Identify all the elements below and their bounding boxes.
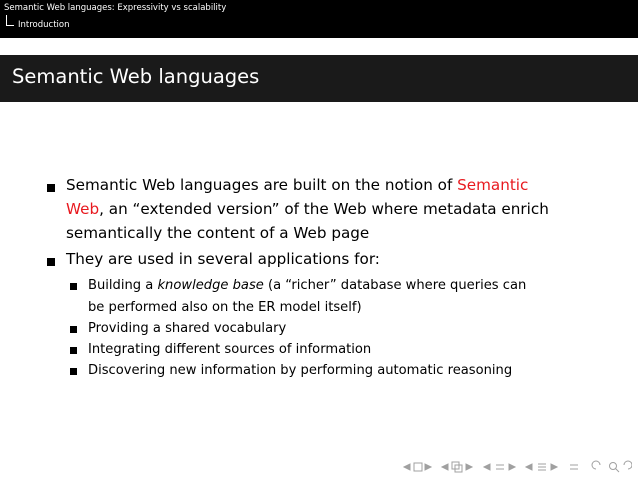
- nav-back-icon[interactable]: [592, 461, 600, 469]
- headline-bar: [0, 0, 638, 38]
- nav-section-back-icon[interactable]: [484, 464, 490, 470]
- headline-section[interactable]: Semantic Web languages: Expressivity vs scalability: [4, 3, 227, 13]
- subitem-vocabulary: Providing a shared vocabulary: [88, 321, 287, 336]
- nav-section-icon[interactable]: [496, 465, 504, 469]
- nav-presentation-back-icon[interactable]: [526, 464, 532, 470]
- nav-presentation-forward-icon[interactable]: [551, 464, 557, 470]
- semantic-web-highlight-cont: Web: [66, 200, 100, 218]
- frame-title-bar: [0, 55, 638, 102]
- bullet-1-text-cont: , an “extended version” of the Web where metadata enrich: [99, 200, 549, 218]
- subitem-kb-text-cont: (a “richer” database where queries can: [263, 278, 527, 293]
- bullet-1-line-2: [66, 198, 549, 221]
- nav-section-forward-icon[interactable]: [509, 464, 515, 470]
- nav-subsection-forward-icon[interactable]: [466, 464, 472, 470]
- nav-search-icon[interactable]: [610, 463, 620, 473]
- knowledge-base-emphasis: knowledge base: [157, 278, 264, 293]
- nav-presentation-icon[interactable]: [538, 464, 546, 470]
- sub-bullet-square-icon: [70, 283, 77, 290]
- bullet-1-text: Semantic Web languages are built on the notion of: [66, 176, 458, 194]
- subitem-discovering: Discovering new information by performing automatic reasoning: [88, 363, 513, 378]
- bullet-2-text: They are used in several applications for:: [66, 250, 380, 268]
- subitem-knowledge-base: [88, 276, 526, 296]
- bullet-1-line-1: [66, 174, 528, 197]
- bullet-square-icon: [47, 184, 55, 192]
- semantic-web-highlight: Semantic: [457, 176, 529, 194]
- nav-frame-forward-icon[interactable]: [425, 464, 431, 470]
- navigation-symbols: [400, 460, 632, 474]
- sub-bullet-square-icon: [70, 347, 77, 354]
- subitem-integrating: Integrating different sources of information: [88, 342, 372, 357]
- subitem-knowledge-base-line-2: be performed also on the ER model itself): [88, 300, 362, 315]
- tree-connector-icon: [6, 15, 14, 26]
- bullet-square-icon: [47, 258, 55, 266]
- headline-subsection-label: Introduction: [18, 20, 70, 30]
- nav-align-icon[interactable]: [570, 465, 578, 469]
- sub-bullet-square-icon: [70, 368, 77, 375]
- subitem-kb-text: Building a: [88, 278, 158, 293]
- nav-forward-icon[interactable]: [624, 461, 632, 469]
- nav-subsection-icon[interactable]: [452, 462, 462, 472]
- bullet-1-line-3: semantically the content of a Web page: [66, 224, 370, 242]
- sub-bullet-square-icon: [70, 326, 77, 333]
- navigation-icons: [400, 460, 632, 474]
- nav-frame-icon[interactable]: [414, 463, 422, 471]
- nav-frame-back-icon[interactable]: [404, 464, 410, 470]
- frame-title: Semantic Web languages: [12, 65, 260, 88]
- nav-subsection-back-icon[interactable]: [442, 464, 448, 470]
